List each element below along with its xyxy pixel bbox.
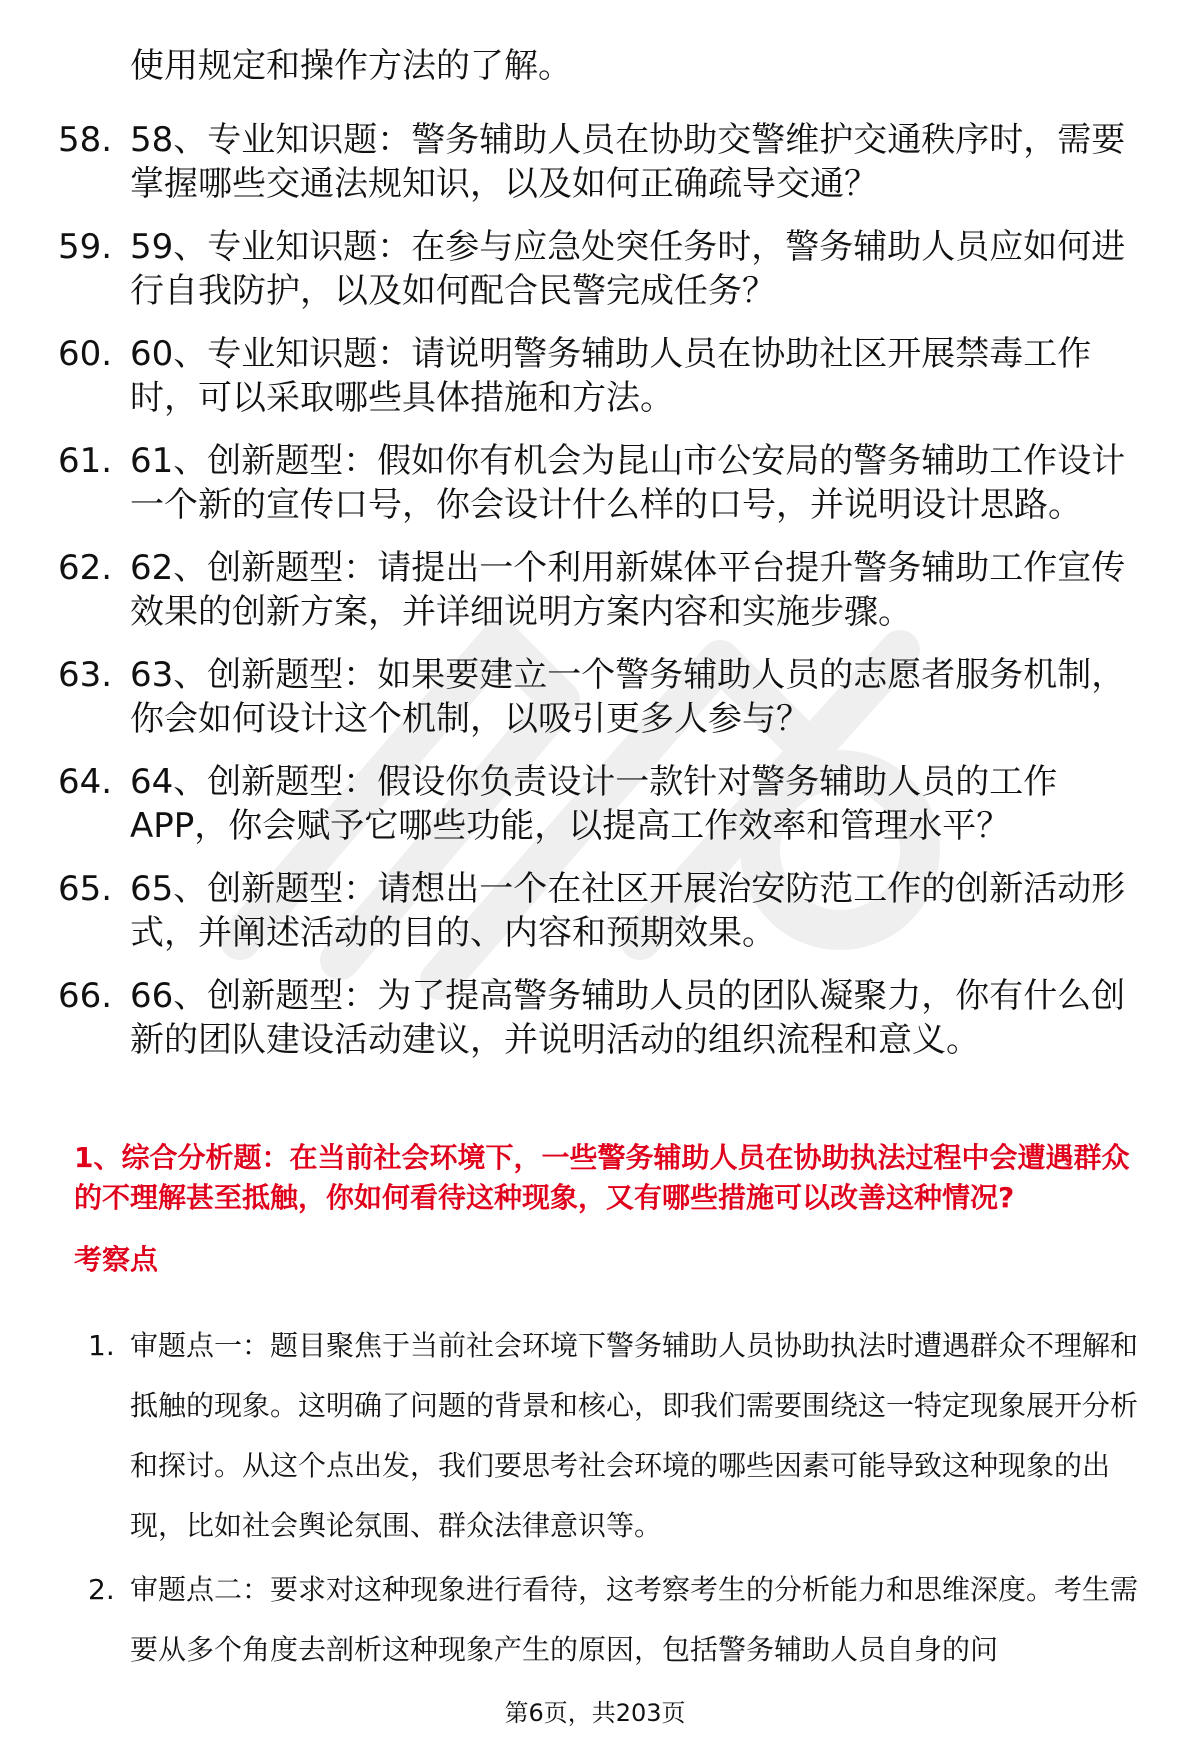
question-list	[0, 118, 1190, 1081]
points-heading: 考察点	[74, 1243, 159, 1276]
item-text: 66、创新题型：为了提高警务辅助人员的团队凝聚力，你有什么创新的团队建设活动建议，并说明活动的组织流程和意义。	[130, 976, 1126, 1060]
item-number: 61.	[58, 441, 113, 481]
list-item	[0, 974, 1190, 1062]
item-text: 64、创新题型：假设你负责设计一款针对警务辅助人员的工作APP，你会赋予它哪些功能，以提高工作效率和管理水平？	[130, 762, 1058, 846]
item-text: 63、创新题型：如果要建立一个警务辅助人员的志愿者服务机制，你会如何设计这个机制，以吸引更多人参与？	[130, 655, 1126, 739]
list-item	[0, 546, 1190, 634]
list-item	[0, 118, 1190, 206]
list-item	[0, 332, 1190, 420]
item-number: 60.	[58, 334, 113, 374]
list-item	[0, 653, 1190, 741]
item-text: 审题点二：要求对这种现象进行看待，这考察考生的分析能力和思维深度。考生需要从多个角度去剖析这种现象产生的原因，包括警务辅助人员自身的问	[130, 1573, 1139, 1666]
analysis-question-title: 1、综合分析题：在当前社会环境下，一些警务辅助人员在协助执法过程中会遭遇群众的不理解甚至抵触，你如何看待这种现象，又有哪些措施可以改善这种情况?	[74, 1141, 1130, 1214]
item-number: 64.	[58, 762, 113, 802]
list-item	[0, 867, 1190, 955]
item-number: 59.	[58, 227, 113, 267]
list-item	[0, 439, 1190, 527]
item-number: 58.	[58, 120, 113, 160]
list-item	[0, 1560, 1190, 1680]
item-text: 60、专业知识题：请说明警务辅助人员在协助社区开展禁毒工作时，可以采取哪些具体措施和方法。	[130, 334, 1092, 418]
item-number: 63.	[58, 655, 113, 695]
item-number: 2.	[88, 1573, 115, 1606]
list-item	[0, 1316, 1190, 1556]
points-list	[0, 1316, 1190, 1684]
page-footer: 第6页，共203页	[504, 1699, 686, 1727]
item-number: 1.	[88, 1329, 115, 1362]
item-text: 62、创新题型：请提出一个利用新媒体平台提升警务辅助工作宣传效果的创新方案，并详细说明方案内容和实施步骤。	[130, 548, 1126, 632]
intro-line: 使用规定和操作方法的了解。	[130, 46, 572, 86]
item-number: 65.	[58, 869, 113, 909]
item-number: 66.	[58, 976, 113, 1016]
item-text: 审题点一：题目聚焦于当前社会环境下警务辅助人员协助执法时遭遇群众不理解和抵触的现象。这明确了问题的背景和核心，即我们需要围绕这一特定现象展开分析和探讨。从这个点出发，我们要思考社会环境的哪些因素可能导致这种现象的出现，比如社会舆论氛围、群众法律意识等。	[130, 1329, 1139, 1542]
list-item	[0, 225, 1190, 313]
item-text: 58、专业知识题：警务辅助人员在协助交警维护交通秩序时，需要掌握哪些交通法规知识，以及如何正确疏导交通？	[130, 120, 1126, 204]
item-text: 59、专业知识题：在参与应急处突任务时，警务辅助人员应如何进行自我防护，以及如何配合民警完成任务？	[130, 227, 1126, 311]
item-text: 61、创新题型：假如你有机会为昆山市公安局的警务辅助工作设计一个新的宣传口号，你会设计什么样的口号，并说明设计思路。	[130, 441, 1126, 525]
item-number: 62.	[58, 548, 113, 588]
item-text: 65、创新题型：请想出一个在社区开展治安防范工作的创新活动形式，并阐述活动的目的、内容和预期效果。	[130, 869, 1126, 953]
list-item	[0, 760, 1190, 848]
